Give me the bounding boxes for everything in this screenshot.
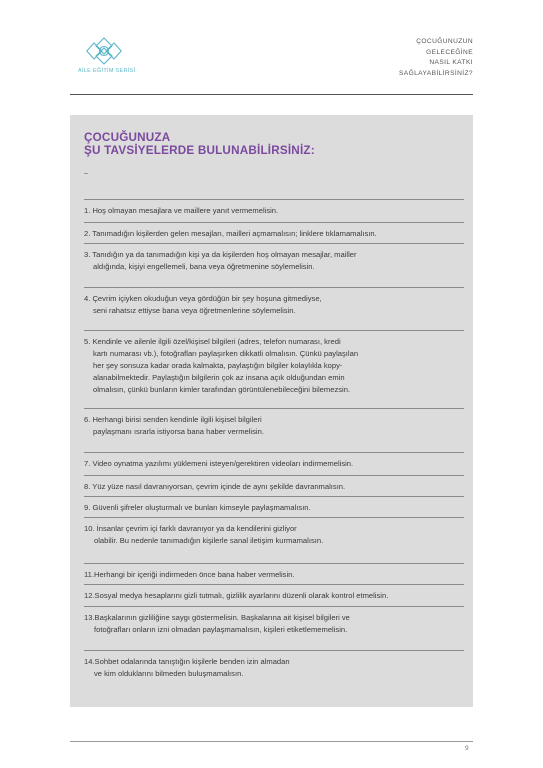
header-line: ÇOCUĞUNUZUN (416, 38, 473, 45)
advice-item (84, 563, 464, 581)
advice-item-line: 11.Herhangi bir içeriği indirmeden önce bana haber vermelisin. (84, 570, 295, 579)
advice-item-line: 5. Kendinle ve ailenle ilgili özel/kişisel bilgileri (adres, telefon numarası, kredi (84, 337, 341, 346)
advice-item-line: olmalısın, çünkü bunların kimler tarafından görüntülenebileceğini bilemezsin. (93, 385, 351, 395)
advice-item-line: 6. Herhangi birisi senden kendinle ilgili kişisel bilgileri (84, 415, 262, 424)
advice-item (84, 330, 464, 396)
page-number: 9 (465, 745, 469, 752)
advice-panel (70, 115, 473, 707)
footer-divider (70, 741, 473, 742)
advice-item-line: aldığında, kişiyi engellemeli, bana veya öğretmenine söylemelisin. (93, 262, 315, 272)
advice-item (84, 496, 464, 514)
header-line: GELECEĞİNE (426, 48, 473, 56)
series-logo (78, 36, 136, 74)
advice-item-line: 3. Tanıdığın ya da tanımadığın kişi ya da kişilerden hoş olmayan mesajlar, mailler (84, 250, 357, 259)
advice-item (84, 517, 464, 547)
advice-item (84, 452, 464, 470)
advice-item-line: olabilir. Bu nedenle tanımadığın kişilerle sanal iletişim kurmamalısın. (94, 536, 324, 546)
advice-item-line: 4. Çevrim içiyken okuduğun veya gördüğün bir şey hoşuna gitmediyse, (84, 294, 322, 303)
advice-item-line: seni rahatsız ettiyse bana veya öğretmenlerine söylemelisin. (93, 306, 296, 316)
header-line: SAĞLAYABİLİRSİNİZ? (398, 69, 473, 77)
advice-item-line: 9. Güvenli şifreler oluşturmalı ve bunları kimseyle paylaşmamalısın. (84, 503, 311, 512)
advice-item (84, 475, 464, 493)
knot-logo-icon (86, 36, 122, 66)
advice-item-line: 1. Hoş olmayan mesajlara ve maillere yanıt vermemelisin. (84, 206, 279, 215)
header-divider (70, 94, 473, 95)
advice-item-line: 2. Tanımadığın kişilerden gelen mesajları, mailleri açmamalısın; linklere tıklamamalısın. (84, 229, 377, 238)
advice-item-line: 12.Sosyal medya hesaplarını gizli tutmalı, gizlilik ayarlarını düzenli olarak kontrol etmelisin. (84, 591, 389, 600)
header-line: NASIL KATKI (429, 59, 473, 66)
panel-title-line: ÇOCUĞUNUZA (84, 131, 171, 144)
advice-item-line: alanabilmektedir. Paylaştığın bilgilerin çok az insana açık olduğundan emin (93, 373, 345, 383)
advice-item-line: 13.Başkalarının gizliliğine saygı göstermelisin. Başkalarına ait kişisel bilgileri ve (84, 613, 350, 622)
advice-item (84, 650, 464, 680)
advice-item (84, 222, 464, 240)
logo-caption: AİLE EĞİTİM SERİSİ (78, 68, 136, 74)
advice-item (84, 408, 464, 438)
advice-item-line: fotoğrafları onların izni olmadan paylaşmamalısın, kişileri etiketlememelisin. (94, 625, 348, 635)
advice-item-line: 7. Video oynatma yazılımı yüklemeni isteyen/gerektiren videoları indirmemelisin. (84, 459, 354, 468)
advice-item-line: her şey sonsuza kadar orada kalmakta, paylaştığın bilgiler kolaylıkla kopy- (93, 361, 343, 371)
panel-title-line: ŞU TAVSİYELERDE BULUNABİLİRSİNİZ: (84, 144, 315, 157)
advice-item-line: kartı numarası vb.), fotoğrafları paylaşırken dikkatli olmalısın. Çünkü paylaşılan (93, 349, 359, 359)
advice-item (84, 243, 464, 273)
advice-item (84, 606, 464, 636)
advice-item (84, 287, 464, 317)
advice-item-line: 8. Yüz yüze nasıl davranıyorsan, çevrim içinde de aynı şekilde davranmalısın. (84, 482, 346, 491)
advice-item (84, 584, 464, 602)
advice-item-line: paylaşmanı ısrarla istiyorsa bana haber vermelisin. (93, 427, 264, 437)
advice-item-line: ve kim olduklarını bilmeden buluşmamalısın. (94, 669, 244, 679)
advice-item-line: 10. İnsanlar çevrim içi farklı davranıyor ya da kendilerini gizliyor (84, 524, 297, 533)
header-title (333, 37, 473, 79)
panel-title (84, 131, 315, 157)
advice-item-line: 14.Sohbet odalarında tanıştığın kişilerle benden izin almadan (84, 657, 290, 666)
title-dash: – (84, 170, 88, 177)
advice-item (84, 199, 464, 217)
